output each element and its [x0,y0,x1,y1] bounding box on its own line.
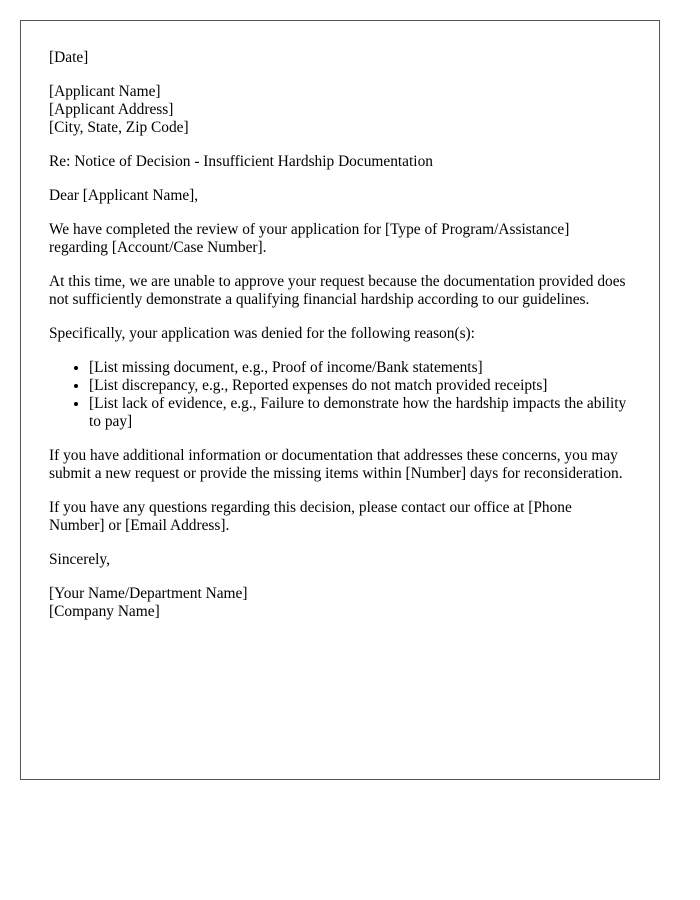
reason-item: • [List discrepancy, e.g., Reported expenses do not match provided receipts] [89,377,631,395]
recipient-name: [Applicant Name] [49,83,161,100]
reconsideration-paragraph: If you have additional information or documentation that addresses these concerns, you may submit a new request or provide the missing items within [Number] days for reconsideration. [49,447,623,482]
signature-company: [Company Name] [49,603,160,620]
salutation: Dear [Applicant Name], [49,187,199,204]
recipient-address: [Applicant Address] [49,101,174,118]
reason-item: • [List missing document, e.g., Proof of income/Bank statements] [89,359,631,377]
letter-date: [Date] [49,49,89,66]
reason-item: • [List lack of evidence, e.g., Failure to demonstrate how the hardship impacts the ability to pay] [89,395,631,431]
signature-name: [Your Name/Department Name] [49,585,248,602]
review-paragraph: We have completed the review of your application for [Type of Program/Assistance] regarding [Account/Case Number]. [49,221,570,256]
recipient-block [49,83,631,137]
decision-paragraph: At this time, we are unable to approve your request because the documentation provided does not sufficiently demonstrate a qualifying financial hardship according to our guidelines. [49,273,626,308]
recipient-city-state-zip: [City, State, Zip Code] [49,119,189,136]
reasons-list [49,359,631,431]
reasons-intro: Specifically, your application was denied for the following reason(s): [49,325,475,342]
subject-line: Re: Notice of Decision - Insufficient Hardship Documentation [49,153,433,170]
signature-block [49,585,631,621]
letter-page [20,20,660,780]
closing: Sincerely, [49,551,110,568]
contact-paragraph: If you have any questions regarding this decision, please contact our office at [Phone Number] or [Email Address]. [49,499,572,534]
